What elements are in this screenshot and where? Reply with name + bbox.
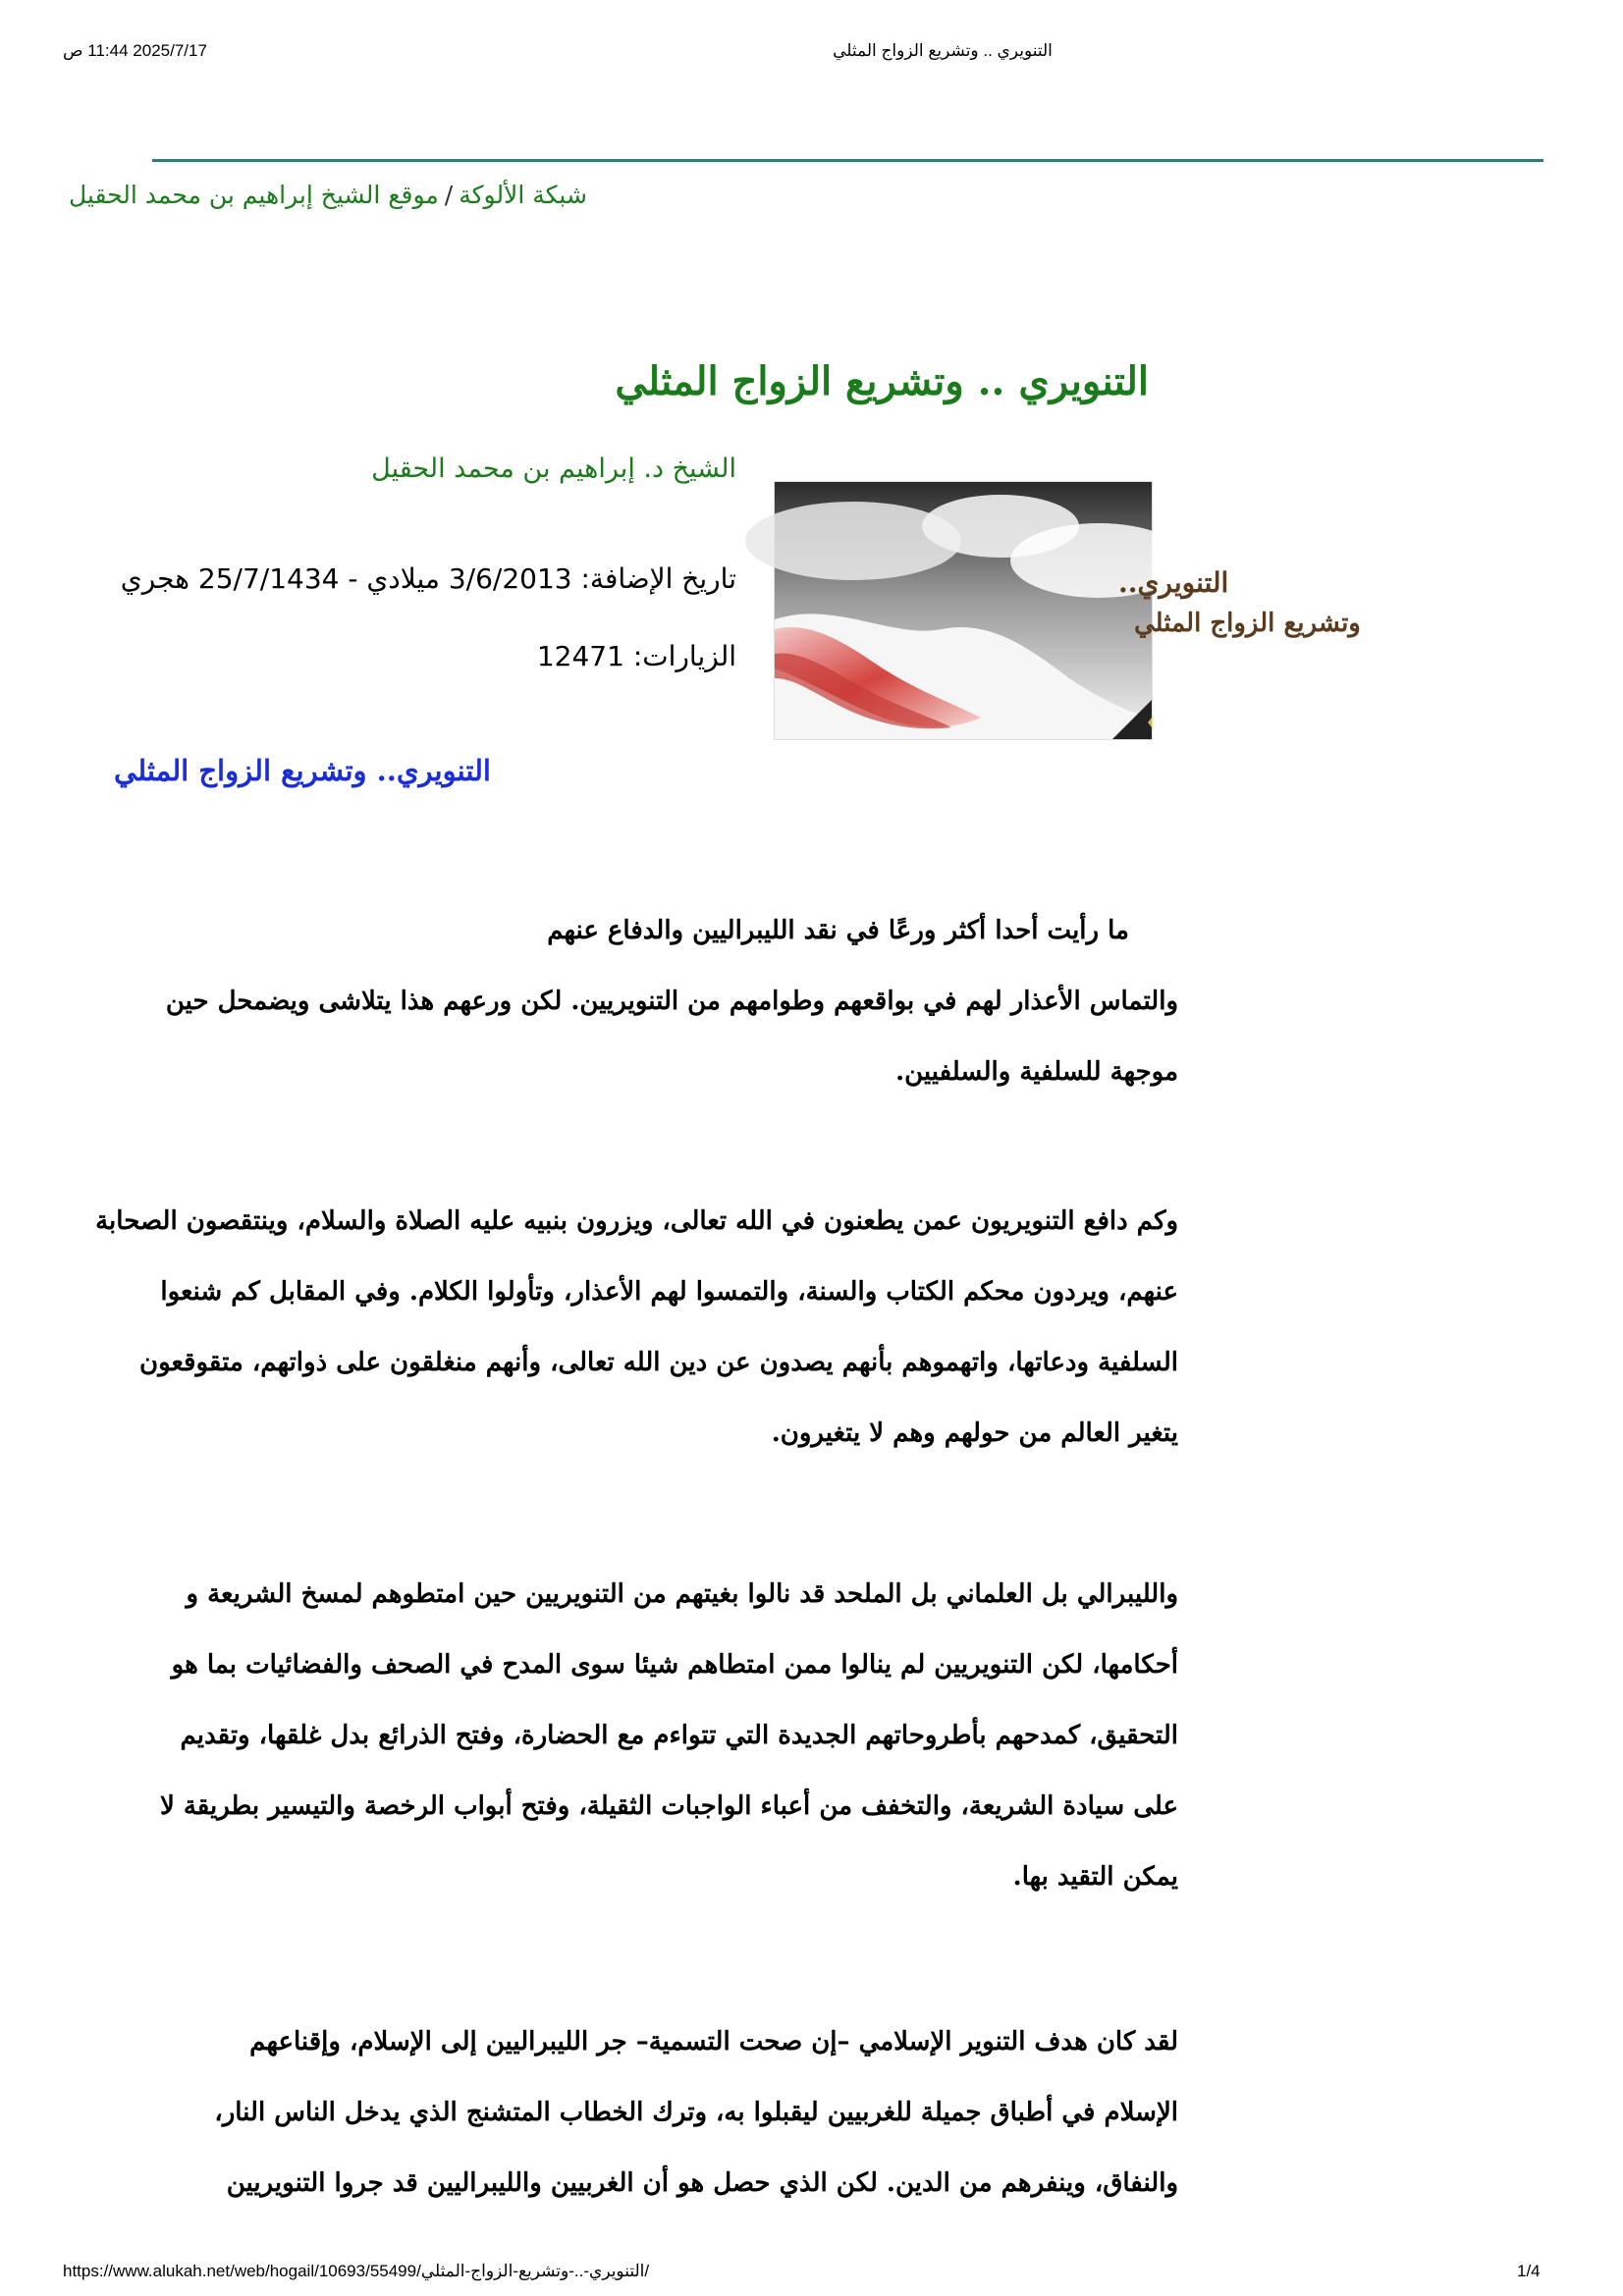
article-author-link[interactable]: الشيخ د. إبراهيم بن محمد الحقيل [371, 454, 736, 484]
article-date: تاريخ الإضافة: 3/6/2013 ميلادي - 25/7/1434 هجري [120, 562, 736, 595]
breadcrumb-link-alukah[interactable]: شبكة الألوكة [459, 181, 587, 209]
paragraph-line: والنفاق، وينفرهم من الدين. لكن الذي حصل هو أن الغربيين والليبراليين قد جروا التنويريين [226, 2168, 1178, 2198]
article-title: التنويري .. وتشريع الزواج المثلي [615, 358, 1149, 404]
paragraph-line: الإسلام في أطباق جميلة للغربيين ليقبلوا به، وترك الخطاب المتشنج الذي يدخل الناس النار، [214, 2098, 1178, 2127]
paragraph-line: وكم دافع التنويريون عمن يطعنون في الله تعالى، ويزرون بنبيه عليه الصلاة والسلام، وينتقصون الصحابة [95, 1206, 1178, 1236]
paragraph-line: والليبرالي بل العلماني بل الملحد قد نالوا بغيتهم من التنويريين حين امتطوهم لمسخ الشريعة و [186, 1579, 1178, 1609]
paragraph-line: موجهة للسلفية والسلفيين. [895, 1057, 1178, 1087]
paragraph-line: على سيادة الشريعة، والتخفف من أعباء الواجبات الثقيلة، وفتح أبواب الرخصة والتيسير بطريقة لا [159, 1791, 1178, 1821]
print-datetime: 2025/7/17 11:44 ص [63, 41, 207, 60]
article-paragraph [69, 1186, 1178, 1468]
print-footer-url: https://www.alukah.net/web/hogail/10693/55499/التنويري-..-وتشريع-الزواج-المثلي/ [63, 2262, 650, 2280]
cover-title-line2: وتشريع الزواج المثلي [1134, 609, 1361, 638]
print-page-number: 1/4 [1517, 2262, 1541, 2280]
paragraph-line: يمكن التقيد بها. [1012, 1862, 1178, 1892]
cover-title-line1: التنويري.. [1118, 566, 1229, 599]
article-subtitle: التنويري.. وتشريع الزواج المثلي [114, 754, 491, 787]
header-divider [152, 159, 1543, 162]
paragraph-line: لقد كان هدف التنوير الإسلامي –إن صحت التسمية– جر الليبراليين إلى الإسلام، وإقناعهم [249, 2027, 1178, 2056]
cover-illustration [775, 482, 1361, 739]
paragraph-line: السلفية ودعاتها، واتهموهم بأنهم يصدون عن دين الله تعالى، وأنهم منغلقون على ذواتهم، متقوقعون [138, 1348, 1178, 1377]
article-paragraph [69, 895, 1178, 1107]
article-visits: الزيارات: 12471 [536, 640, 736, 672]
paragraph-line: والتماس الأعذار لهم في بواقعهم وطوامهم من التنويريين. لكن ورعهم هذا يتلاشى ويضمحل حين [165, 987, 1178, 1016]
article-paragraph [69, 2006, 1178, 2218]
paragraph-line: أحكامها، لكن التنويريين لم ينالوا ممن امتطاهم شيئا سوى المدح في الصحف والفضائيات بما هو [171, 1650, 1178, 1680]
paragraph-line: يتغير العالم من حولهم وهم لا يتغيرون. [771, 1418, 1178, 1448]
print-page-title: التنويري .. وتشريع الزواج المثلي [833, 41, 1053, 60]
breadcrumb-separator: / [444, 181, 454, 209]
article-cover-image [774, 481, 1361, 740]
breadcrumb [69, 181, 638, 220]
paragraph-line: التحقيق، كمدحهم بأطروحاتهم الجديدة التي تتواءم مع الحضارة، وفتح الذرائع بدل غلقها، وتقديم [180, 1721, 1178, 1750]
paragraph-line: ما رأيت أحدا أكثر ورعًا في نقد الليبراليين والدفاع عنهم [547, 916, 1129, 945]
breadcrumb-link-site[interactable]: موقع الشيخ إبراهيم بن محمد الحقيل [69, 181, 439, 209]
article-paragraph [69, 1559, 1178, 1912]
paragraph-line: عنهم، ويردون محكم الكتاب والسنة، والتمسوا لهم الأعذار، وتأولوا الكلام. وفي المقابل كم شنعوا [160, 1277, 1178, 1307]
